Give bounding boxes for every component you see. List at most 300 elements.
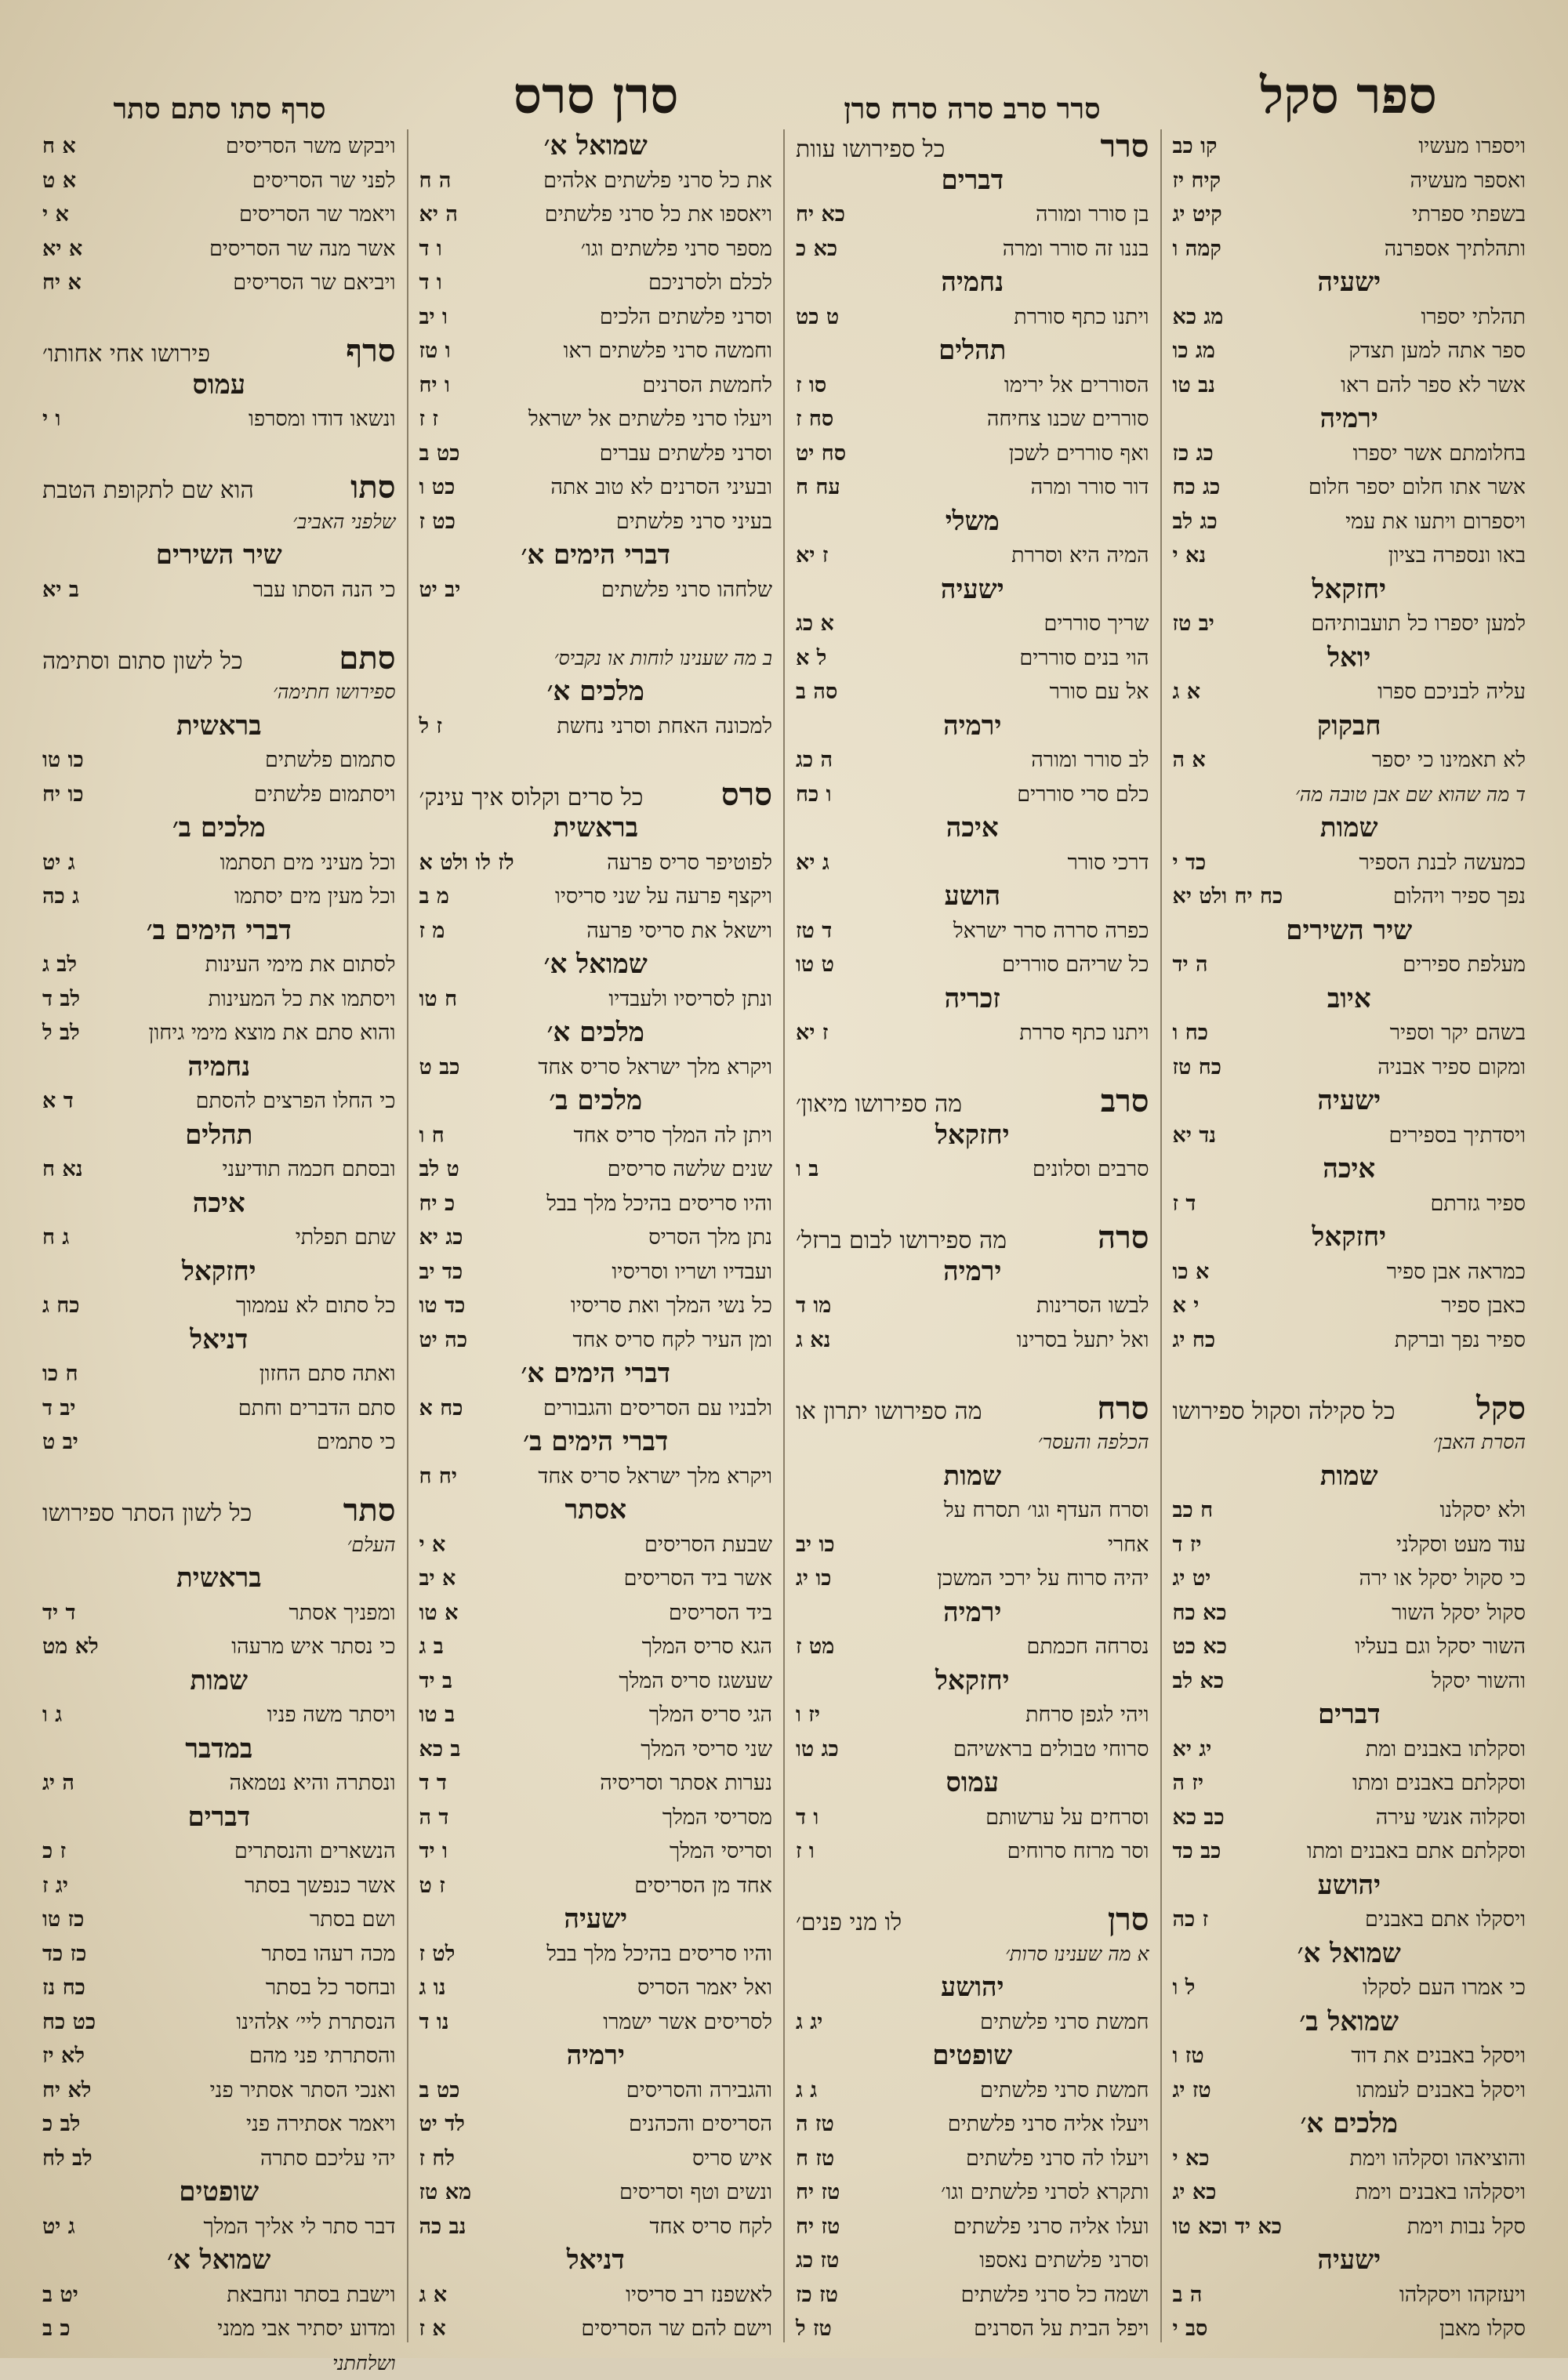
book-heading: יהושע: [1173, 1869, 1526, 1903]
verse-reference: ה ב: [1173, 2278, 1212, 2313]
verse-reference: מט ז: [796, 1630, 844, 1664]
verse-line: [419, 1289, 773, 1323]
verse-text: ויסקלו אתם באבנים: [1365, 1903, 1526, 1937]
verse-reference: מג כא: [1173, 300, 1233, 335]
root-entry: [796, 1221, 1149, 1255]
verse-text: אשר אתו חלום יספר חלום: [1308, 470, 1526, 505]
book-heading: דברים: [796, 164, 1149, 198]
root-word: סרף: [335, 334, 395, 368]
verse-line: [1173, 1732, 1526, 1767]
verse-line: [1173, 1323, 1526, 1358]
verse-reference: כו יג: [796, 1562, 841, 1596]
verse-reference: ב יא: [42, 573, 89, 608]
verse-text: כי החלו הפרצים להסתם: [196, 1084, 396, 1119]
verse-text: ויסדתיך בספירים: [1388, 1119, 1526, 1153]
book-heading: שמואל ב׳: [1173, 2005, 1526, 2040]
verse-text: סקלו מאבן: [1439, 2312, 1526, 2346]
verse-line: [1173, 1528, 1526, 1562]
verse-reference: כד יב: [419, 1255, 473, 1290]
definition-note: ד מה שהוא שם אבן טובה מה׳: [1173, 778, 1526, 812]
root-definition: כל סקילה וסקול ספירושו: [1173, 1395, 1396, 1429]
verse-text: הסוררים אל ירימו: [1004, 368, 1149, 403]
verse-line: [1173, 675, 1526, 709]
verse-reference: כח נז: [42, 1971, 95, 2005]
verse-line: [796, 2142, 1149, 2176]
verse-reference: ג כה: [42, 880, 89, 914]
verse-text: כי הנה הסתו עבר: [253, 573, 396, 608]
spacer: [419, 743, 773, 778]
verse-reference: כח ו: [1173, 1016, 1218, 1050]
verse-line: [1173, 437, 1526, 471]
root-word: סתר: [332, 1493, 396, 1528]
book-heading: עמוס: [42, 368, 396, 403]
verse-text: ויעלו לה סרני פלשתים: [966, 2142, 1149, 2176]
verse-reference: יז ה: [1173, 1766, 1214, 1801]
verse-reference: א ז: [419, 2312, 456, 2346]
book-heading: מלכים א׳: [419, 1016, 773, 1050]
verse-reference: לט ז: [419, 1937, 465, 1972]
verse-line: [1173, 2210, 1526, 2244]
verse-line: [1173, 2039, 1526, 2073]
verse-text: באו ונספרה בציון: [1388, 539, 1526, 573]
verse-reference: נו ד: [419, 2005, 459, 2040]
verse-text: וסרחים על ערשותם: [985, 1801, 1149, 1835]
verse-reference: א יב: [419, 1562, 466, 1596]
verse-text: ומדוע יסתיר אבי ממני: [217, 2312, 395, 2346]
verse-text: וסרני פלשתים נאספו: [979, 2244, 1149, 2278]
verse-text: וחמשה סרני פלשתים ראו: [564, 334, 772, 368]
verse-reference: י א: [1173, 1289, 1209, 1323]
verse-reference: טז כז: [796, 2278, 848, 2313]
verse-line: [1173, 1664, 1526, 1699]
verse-text: נערות אסתר וסריסיה: [600, 1766, 772, 1801]
verse-line: [796, 198, 1149, 232]
verse-text: שני סריסי המלך: [641, 1732, 772, 1767]
book-heading: שיר השירים: [42, 539, 396, 573]
verse-text: וסקלתם באבנים ומתו: [1352, 1766, 1526, 1801]
verse-text: ונשאו דודו ומסרפו: [249, 402, 395, 437]
verse-text: סקול יסקל השור: [1392, 1596, 1526, 1631]
definition-note: א מה שענינו סרות׳: [796, 1937, 1149, 1972]
verse-reference: ו יד: [419, 1834, 457, 1869]
verse-reference: מו ד: [796, 1289, 840, 1323]
verse-text: יהי עליכם סתרה: [260, 2142, 396, 2176]
verse-line: [1173, 1050, 1526, 1085]
verse-reference: א ט: [42, 164, 85, 198]
root-word: סרח: [1086, 1391, 1149, 1426]
text-column: [783, 129, 1160, 2342]
root-word: סקל: [1465, 1391, 1526, 1426]
verse-reference: כג לב: [1173, 505, 1227, 539]
verse-text: חמשת סרני פלשתים: [980, 2005, 1149, 2040]
verse-text: נסרחה חכמתם: [1027, 1630, 1149, 1664]
verse-reference: לב ד: [42, 982, 89, 1017]
verse-reference: ה יג: [42, 1766, 84, 1801]
verse-line: [419, 1596, 773, 1631]
verse-text: ויקרא מלך ישראל סריס אחד: [538, 1050, 772, 1085]
verse-text: סוררים שכנו צחיחה: [987, 402, 1149, 437]
verse-text: וישם להם שר הסריסים: [581, 2312, 772, 2346]
verse-line: [42, 1221, 396, 1255]
verse-line: [796, 402, 1149, 437]
verse-line: [42, 1698, 396, 1732]
root-entry: [796, 1903, 1149, 1937]
spacer: [796, 1050, 1149, 1085]
book-heading: איכה: [42, 1187, 396, 1221]
verse-line: [42, 2278, 396, 2313]
verse-text: והוציאהו וסקלהו וימת: [1349, 2142, 1526, 2176]
verse-text: שריך סוררים: [1044, 607, 1149, 641]
verse-text: ויעזקהו ויסקלהו: [1399, 2278, 1526, 2313]
verse-text: נתן מלך הסריס: [648, 1221, 772, 1255]
root-definition: כל לשון סתום וסתימה: [42, 644, 243, 679]
verse-line: [419, 2005, 773, 2040]
verse-text: ויהי לגפן סרחת: [1025, 1698, 1149, 1732]
book-heading: ישעיה: [1173, 2244, 1526, 2278]
spacer: [42, 1460, 396, 1494]
verse-reference: ה כג: [796, 743, 842, 778]
book-heading: יחזקאל: [1173, 573, 1526, 608]
book-heading: ישעיה: [796, 573, 1149, 608]
verse-line: [419, 402, 773, 437]
book-heading: שמואל א׳: [419, 129, 773, 164]
verse-line: [796, 641, 1149, 676]
verse-line: [42, 1869, 396, 1903]
verse-text: כל סתום לא עממוך: [236, 1289, 395, 1323]
book-heading: אסתר: [419, 1493, 773, 1528]
verse-reference: ו ז: [796, 1834, 824, 1869]
book-heading: יחזקאל: [796, 1119, 1149, 1153]
book-heading: דברים: [1173, 1698, 1526, 1732]
verse-text: מעלפת ספירים: [1403, 948, 1526, 982]
verse-reference: כא כ: [796, 232, 847, 267]
verse-text: בעיני סרני פלשתים: [616, 505, 772, 539]
verse-line: [42, 2039, 396, 2073]
verse-reference: לא מט: [42, 1630, 108, 1664]
verse-line: [1173, 1119, 1526, 1153]
verse-line: [419, 1460, 773, 1494]
verse-text: וסריסי המלך: [670, 1834, 772, 1869]
verse-reference: כד טו: [419, 1289, 475, 1323]
verse-text: מכה רעהו בסתר: [262, 1937, 396, 1972]
verse-text: ועבדיו ושריו וסריסיו: [612, 1255, 772, 1290]
verse-reference: ג ו: [42, 1698, 71, 1732]
verse-line: [796, 300, 1149, 335]
verse-reference: ג יט: [42, 2210, 85, 2244]
verse-text: כל נשי המלך ואת סריסיו: [571, 1289, 772, 1323]
verse-text: דור סורר ומרה: [1031, 470, 1149, 505]
verse-line: [796, 232, 1149, 267]
verse-line: [419, 1869, 773, 1903]
verse-reference: ב ו: [796, 1152, 828, 1187]
verse-reference: יט ב: [42, 2278, 88, 2313]
verse-reference: יב טז: [1173, 607, 1224, 641]
running-headers: [31, 31, 1537, 133]
verse-line: [1173, 1562, 1526, 1596]
verse-reference: כו יח: [42, 778, 93, 812]
verse-line: [796, 2244, 1149, 2278]
verse-line: [1173, 1187, 1526, 1221]
verse-line: [796, 1289, 1149, 1323]
verse-line: [42, 778, 396, 812]
verse-line: [1173, 334, 1526, 368]
verse-reference: כא כח: [1173, 1596, 1236, 1631]
verse-reference: סה ב: [796, 675, 847, 709]
verse-reference: א י: [42, 198, 78, 232]
root-word: סרב: [1090, 1084, 1149, 1119]
book-heading: מלכים א׳: [1173, 2107, 1526, 2142]
book-heading: בראשית: [42, 709, 396, 744]
verse-reference: ג יט: [42, 846, 85, 880]
book-heading: שמואל א׳: [419, 948, 773, 982]
verse-text: ויסקל באבנים את דוד: [1351, 2039, 1526, 2073]
verse-reference: מ ב: [419, 880, 459, 914]
verse-text: סתם הדברים וחתם: [238, 1391, 396, 1426]
verse-line: [419, 1801, 773, 1835]
verse-text: וסקלתו באבנים ומת: [1366, 1732, 1526, 1767]
verse-reference: ז ז: [419, 402, 448, 437]
verse-line: [419, 2073, 773, 2108]
verse-reference: ב ג: [419, 1630, 453, 1664]
verse-reference: א כו: [1173, 1255, 1219, 1290]
running-header: סרר סרב סרה סרח סרן: [784, 93, 1160, 133]
verse-line: [1173, 880, 1526, 914]
verse-text: ויתן לה המלך סריס אחד: [574, 1119, 772, 1153]
verse-line: [419, 1562, 773, 1596]
verse-line: [1173, 1971, 1526, 2005]
verse-text: כי אמרו העם לסקלו: [1363, 1971, 1526, 2005]
book-heading: ירמיה: [1173, 402, 1526, 437]
verse-line: [419, 470, 773, 505]
verse-line: [419, 1630, 773, 1664]
verse-text: ובחסר כל בסתר: [266, 1971, 396, 2005]
verse-text: ספיר נפך וברקת: [1395, 1323, 1526, 1358]
book-heading: משלי: [796, 505, 1149, 539]
verse-text: סרוחי טבולים בראשיהם: [953, 1732, 1149, 1767]
verse-line: [42, 1903, 396, 1937]
verse-reference: לא יז: [42, 2039, 94, 2073]
root-entry: [1173, 1391, 1526, 1426]
verse-reference: עח ח: [796, 470, 850, 505]
verse-reference: טז ל: [796, 2312, 841, 2346]
verse-line: [419, 1971, 773, 2005]
verse-line: [419, 1937, 773, 1972]
book-heading: שופטים: [42, 2175, 396, 2210]
verse-line: [419, 1528, 773, 1562]
verse-reference: א ג: [419, 2278, 457, 2313]
verse-text: הגי סריס המלך: [649, 1698, 772, 1732]
book-heading: במדבר: [42, 1732, 396, 1767]
verse-reference: לח ז: [419, 2142, 465, 2176]
verse-line: [796, 2005, 1149, 2040]
verse-text: לבשו הסרינות: [1036, 1289, 1149, 1323]
spacer: [42, 300, 396, 335]
verse-reference: ג ג: [796, 2073, 826, 2108]
verse-line: [796, 1732, 1149, 1767]
verse-text: ויסתמום פלשתים: [254, 778, 395, 812]
verse-reference: כג טו: [796, 1732, 848, 1767]
verse-text: וסרח העדף וגו׳ תסרח על: [944, 1493, 1149, 1528]
verse-line: [796, 1834, 1149, 1869]
verse-reference: כג יא: [419, 1221, 473, 1255]
verse-text: כי סקול יסקל או ירה: [1359, 1562, 1526, 1596]
book-heading: מלכים ב׳: [42, 811, 396, 846]
verse-line: [1173, 1801, 1526, 1835]
verse-text: וכל מעין מים יסתמו: [234, 880, 395, 914]
verse-text: כי נסתר איש מרעהו: [231, 1630, 395, 1664]
verse-reference: ב יד: [419, 1664, 462, 1699]
verse-line: [419, 846, 773, 880]
verse-line: [1173, 1596, 1526, 1631]
verse-reference: יב יט: [419, 573, 470, 608]
verse-text: אשר מנה שר הסריסים: [209, 232, 396, 267]
verse-text: ויאמר אסתירה פני: [246, 2107, 396, 2142]
verse-line: [42, 402, 396, 437]
verse-line: [1173, 2073, 1526, 2108]
verse-line: [419, 2278, 773, 2313]
spacer: [796, 1357, 1149, 1391]
verse-line: [42, 982, 396, 1017]
verse-reference: נא ח: [42, 1152, 93, 1187]
verse-text: ויסקל באבנים לעמתו: [1356, 2073, 1526, 2108]
book-heading: דברי הימים ב׳: [419, 1425, 773, 1460]
verse-reference: יג יא: [1173, 1732, 1221, 1767]
book-heading: חבקוק: [1173, 709, 1526, 744]
verse-reference: א ג: [1173, 675, 1210, 709]
verse-line: [419, 334, 773, 368]
verse-text: ויאספו את כל סרני פלשתים: [545, 198, 772, 232]
verse-line: [42, 1357, 396, 1391]
verse-text: ומקום ספיר אבניה: [1377, 1050, 1526, 1085]
verse-reference: טז ח: [796, 2142, 844, 2176]
verse-line: [42, 1630, 396, 1664]
verse-reference: ו ד: [419, 232, 452, 267]
verse-line: [42, 1971, 396, 2005]
verse-text: ואל יאמר הסריס: [637, 1971, 772, 2005]
verse-reference: טז יח: [796, 2175, 849, 2210]
verse-text: ותקרא לסרני פלשתים וגו׳: [941, 2175, 1149, 2210]
verse-text: וסקלתם אתם באבנים ומתו: [1307, 1834, 1526, 1869]
book-heading: יהושע: [796, 1971, 1149, 2005]
verse-line: [42, 266, 396, 300]
verse-line: [42, 2107, 396, 2142]
verse-reference: ז כ: [42, 1834, 75, 1869]
verse-text: ויתנו כתף סוררת: [1014, 300, 1149, 335]
verse-text: וסר מרזח סרוחים: [1007, 1834, 1149, 1869]
verse-text: ויקצף פרעה על שני סריסיו: [555, 880, 772, 914]
verse-reference: כב ט: [419, 1050, 470, 1085]
spacer: [419, 607, 773, 641]
verse-line: [419, 982, 773, 1017]
verse-text: לסריסים אשר ישמרו: [603, 2005, 772, 2040]
verse-reference: כא יג: [1173, 2175, 1226, 2210]
book-heading: ישעיה: [419, 1903, 773, 1937]
verse-reference: ב טו: [419, 1698, 465, 1732]
verse-text: וישבת בסתר ונחבאת: [227, 2278, 395, 2313]
book-heading: שמות: [1173, 1460, 1526, 1494]
verse-text: ויתנו כתף סררת: [1019, 1016, 1149, 1050]
verse-reference: טז ה: [796, 2107, 844, 2142]
verse-line: [42, 1937, 396, 1972]
verse-text: כלם סרי סוררים: [1017, 778, 1149, 812]
verse-text: לא תאמינו כי יספר: [1372, 743, 1526, 778]
verse-line: [1173, 1016, 1526, 1050]
verse-reference: ז ל: [419, 709, 452, 744]
verse-text: ואל יתעל בסרינו: [1017, 1323, 1149, 1358]
verse-line: [419, 1221, 773, 1255]
verse-line: [796, 2107, 1149, 2142]
verse-text: ולא יסקלנו: [1439, 1493, 1526, 1528]
verse-reference: מג כו: [1173, 334, 1225, 368]
verse-line: [796, 1562, 1149, 1596]
verse-reference: כא יח: [796, 198, 855, 232]
verse-line: [796, 470, 1149, 505]
verse-line: [419, 232, 773, 267]
verse-text: הנשארים והנסתרים: [234, 1834, 396, 1869]
verse-reference: טז כג: [796, 2244, 848, 2278]
root-entry: [419, 778, 773, 812]
book-heading: דניאל: [419, 2244, 773, 2278]
definition-note: שלפני האביב׳: [42, 505, 396, 539]
root-entry: [42, 470, 396, 505]
verse-text: וסרני פלשתים הלכים: [600, 300, 772, 335]
verse-text: שתם תפלתי: [296, 1221, 396, 1255]
verse-reference: טז ו: [1173, 2039, 1214, 2073]
verse-reference: ו י: [42, 402, 70, 437]
verse-reference: ט טו: [796, 948, 844, 982]
verse-reference: יז ו: [796, 1698, 829, 1732]
spacer: [796, 1187, 1149, 1221]
verse-text: ויאמר שר הסריסים: [239, 198, 396, 232]
verse-text: לסתום את מימי העינות: [205, 948, 396, 982]
verse-line: [419, 1834, 773, 1869]
book-heading: ירמיה: [796, 1596, 1149, 1631]
verse-reference: לא יח: [42, 2073, 100, 2108]
verse-line: [796, 1323, 1149, 1358]
verse-text: תהלתי יספרו: [1421, 300, 1526, 335]
verse-reference: א ח: [42, 129, 85, 164]
verse-text: בשהם יקר וספיר: [1390, 1016, 1526, 1050]
verse-text: וכל מעיני מים תסתמו: [220, 846, 396, 880]
verse-text: אחד מן הסריסים: [634, 1869, 772, 1903]
verse-reference: ד טז: [796, 914, 841, 949]
verse-line: [796, 2210, 1149, 2244]
verse-line: [42, 129, 396, 164]
root-word: סרן: [1097, 1903, 1149, 1937]
running-header: סרף סתו סתם סתר: [31, 93, 408, 133]
verse-line: [1173, 1493, 1526, 1528]
root-entry: [796, 1391, 1149, 1426]
verse-text: אל עם סורר: [1050, 675, 1149, 709]
verse-text: חמשת סרני פלשתים: [980, 2073, 1149, 2108]
verse-reference: כז כד: [42, 1937, 96, 1972]
verse-line: [419, 2175, 773, 2210]
verse-reference: נא י: [1173, 539, 1216, 573]
verse-reference: ה יד: [1173, 948, 1218, 982]
verse-text: יהיה סרוח על ירכי המשכן: [937, 1562, 1149, 1596]
verse-text: ולבניו עם הסריסים והגבורים: [543, 1391, 772, 1426]
verse-reference: כד י: [1173, 846, 1216, 880]
verse-text: דרכי סורר: [1068, 846, 1149, 880]
verse-text: והיו סריסים בהיכל מלך בבל: [546, 1937, 772, 1972]
root-definition: כל סרים וקלוס איך עינק׳: [419, 781, 644, 815]
verse-text: אשר לא ספר להם ראו: [1341, 368, 1526, 403]
verse-line: [796, 2278, 1149, 2313]
verse-line: [42, 1766, 396, 1801]
root-definition: לו מני פנים׳: [796, 1906, 902, 1940]
verse-text: וסקלוה אנשי עירה: [1376, 1801, 1526, 1835]
verse-text: את כל סרני פלשתים אלהים: [543, 164, 772, 198]
